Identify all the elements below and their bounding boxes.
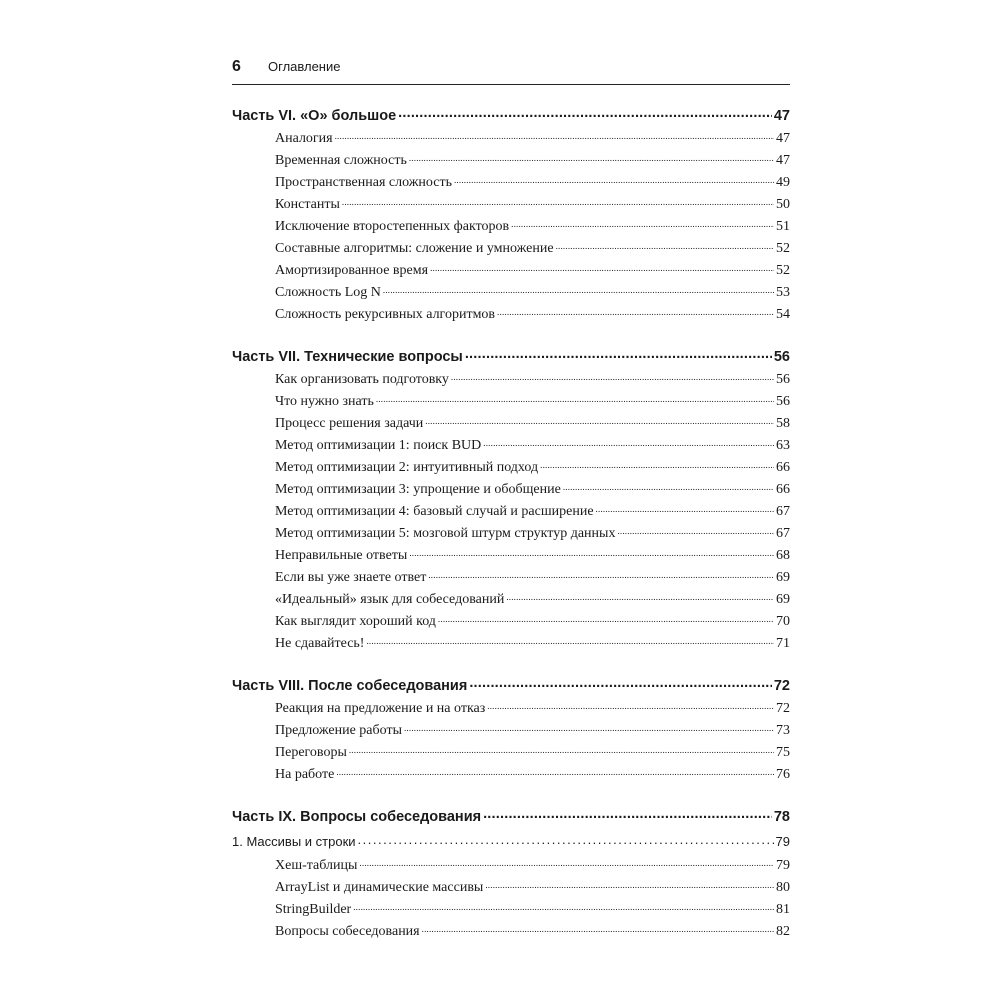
toc-part-entry[interactable] [232,675,790,698]
toc-entry-page: 69 [776,592,790,607]
leader-dots [465,346,772,361]
toc-section-entry[interactable] [232,304,790,326]
toc-page [232,58,790,943]
toc-section-entry[interactable] [232,501,790,523]
leader-dots [485,877,774,891]
toc-section-entry[interactable] [232,435,790,457]
leader-dots [563,479,774,493]
leader-dots [335,128,774,142]
toc-part-entry[interactable] [232,346,790,369]
toc-entry-title: StringBuilder [275,902,352,917]
leader-dots [556,238,774,252]
toc-section-entry[interactable] [232,216,790,238]
toc-entry-page: 66 [776,482,790,497]
toc-entry-page: 56 [776,394,790,409]
toc-entry-title: Метод оптимизации 4: базовый случай и расширение [275,504,594,519]
toc-entry-page: 47 [773,107,790,124]
toc-entry-page: 76 [776,767,790,782]
toc-entry-page: 47 [776,153,790,168]
toc-section-entry[interactable] [232,698,790,720]
leader-dots [342,194,774,208]
toc-entry-title: Хеш-таблицы [275,858,358,873]
toc-section-entry[interactable] [232,172,790,194]
toc-entry-page: 75 [776,745,790,760]
toc-part-entry[interactable] [232,806,790,829]
toc-section-entry[interactable] [232,282,790,304]
leader-dots [497,304,774,318]
toc-entry-title: На работе [275,767,335,782]
leader-dots [425,413,774,427]
toc-entry-page: 51 [776,219,790,234]
toc-entry-page: 52 [776,241,790,256]
toc-entry-title: Метод оптимизации 1: поиск BUD [275,438,482,453]
toc-entry-title: Процесс решения задачи [275,416,424,431]
toc-entry-title: Метод оптимизации 5: мозговой штурм структур данных [275,526,616,541]
toc-entry-page: 68 [776,548,790,563]
toc-entry-title: Временная сложность [275,153,407,168]
running-header [232,58,790,85]
toc-section-entry[interactable] [232,479,790,501]
toc-entry-page: 80 [776,880,790,895]
toc-entry-title: Если вы уже знаете ответ [275,570,427,585]
toc-section-entry[interactable] [232,720,790,742]
toc-section-entry[interactable] [232,877,790,899]
toc-section-entry[interactable] [232,194,790,216]
table-of-contents [232,105,790,943]
toc-entry-page: 56 [773,348,790,365]
toc-entry-page: 81 [776,902,790,917]
leader-dots [353,899,774,913]
leader-dots [366,633,774,647]
toc-entry-page: 50 [776,197,790,212]
toc-entry-page: 70 [776,614,790,629]
toc-section-entry[interactable] [232,150,790,172]
leader-dots [483,806,772,821]
toc-section-entry[interactable] [232,260,790,282]
toc-entry-page: 67 [776,504,790,519]
toc-entry-page: 52 [776,263,790,278]
toc-entry-title: Что нужно знать [275,394,374,409]
leader-dots [383,282,774,296]
toc-part-entry[interactable] [232,105,790,128]
toc-section-entry[interactable] [232,611,790,633]
toc-entry-title: Предложение работы [275,723,402,738]
toc-entry-title: Константы [275,197,340,212]
toc-entry-page: 58 [776,416,790,431]
toc-entry-page: 71 [776,636,790,651]
toc-entry-page: 79 [775,834,790,849]
toc-chapter-entry[interactable] [232,833,790,855]
toc-entry-page: 53 [776,285,790,300]
toc-entry-title: «Идеальный» язык для собеседований [275,592,505,607]
toc-entry-title: Метод оптимизации 2: интуитивный подход [275,460,539,475]
leader-dots [540,457,774,471]
leader-dots [469,675,772,690]
leader-dots [430,260,774,274]
toc-entry-title: Часть VIII. После собеседования [232,677,468,694]
leader-dots [359,855,774,869]
toc-entry-page: 47 [776,131,790,146]
toc-entry-title: Часть VII. Технические вопросы [232,348,463,365]
header-title: Оглавление [268,59,341,74]
toc-entry-title: Аналогия [275,131,333,146]
toc-entry-page: 56 [776,372,790,387]
leader-dots [376,391,774,405]
leader-dots [398,105,772,120]
toc-section-entry[interactable] [232,545,790,567]
toc-entry-title: Вопросы собеседования [275,924,420,939]
leader-dots [404,720,774,734]
toc-entry-page: 73 [776,723,790,738]
leader-dots [506,589,774,603]
toc-section-entry[interactable] [232,899,790,921]
toc-section-entry[interactable] [232,238,790,260]
toc-section-entry[interactable] [232,921,790,943]
toc-entry-title: Переговоры [275,745,347,760]
leader-dots [428,567,774,581]
leader-dots [409,150,774,164]
toc-entry-page: 78 [773,808,790,825]
toc-entry-page: 72 [773,677,790,694]
toc-entry-title: Сложность Log N [275,285,381,300]
leader-dots [617,523,774,537]
leader-dots [409,545,774,559]
toc-entry-page: 66 [776,460,790,475]
toc-section-entry[interactable] [232,855,790,877]
leader-dots [596,501,774,515]
toc-section-entry[interactable] [232,764,790,786]
toc-entry-title: ArrayList и динамические массивы [275,880,484,895]
leader-dots [422,921,774,935]
toc-entry-title: Пространственная сложность [275,175,452,190]
toc-section-entry[interactable] [232,391,790,413]
toc-entry-title: Не сдавайтесь! [275,636,365,651]
toc-entry-title: Амортизированное время [275,263,429,278]
toc-entry-page: 69 [776,570,790,585]
toc-section-entry[interactable] [232,567,790,589]
leader-dots [487,698,774,712]
toc-section-entry[interactable] [232,457,790,479]
toc-section-entry[interactable] [232,523,790,545]
toc-entry-page: 54 [776,307,790,322]
leader-dots [483,435,774,449]
leader-dots [511,216,774,230]
header-page-number: 6 [232,58,241,75]
toc-entry-title: Часть IX. Вопросы собеседования [232,808,482,825]
toc-entry-title: Как выглядит хороший код [275,614,436,629]
toc-entry-title: Сложность рекурсивных алгоритмов [275,307,496,322]
toc-entry-title: Как организовать подготовку [275,372,449,387]
toc-entry-title: Составные алгоритмы: сложение и умножение [275,241,554,256]
leader-dots [451,369,774,383]
toc-entry-title: Метод оптимизации 3: упрощение и обобщение [275,482,561,497]
toc-entry-title: 1. Массивы и строки [232,834,356,849]
toc-section-entry[interactable] [232,742,790,764]
toc-entry-page: 63 [776,438,790,453]
leader-dots [349,742,774,756]
toc-entry-title: Часть VI. «O» большое [232,107,397,124]
toc-entry-page: 79 [776,858,790,873]
toc-section-entry[interactable] [232,128,790,150]
toc-entry-page: 49 [776,175,790,190]
toc-entry-page: 67 [776,526,790,541]
toc-entry-page: 72 [776,701,790,716]
toc-section-entry[interactable] [232,589,790,611]
leader-dots [358,833,774,846]
toc-entry-page: 82 [776,924,790,939]
leader-dots [438,611,774,625]
toc-entry-title: Неправильные ответы [275,548,408,563]
leader-dots [454,172,774,186]
toc-entry-title: Исключение второстепенных факторов [275,219,510,234]
toc-section-entry[interactable] [232,633,790,655]
toc-section-entry[interactable] [232,369,790,391]
leader-dots [336,764,774,778]
toc-entry-title: Реакция на предложение и на отказ [275,701,486,716]
toc-section-entry[interactable] [232,413,790,435]
